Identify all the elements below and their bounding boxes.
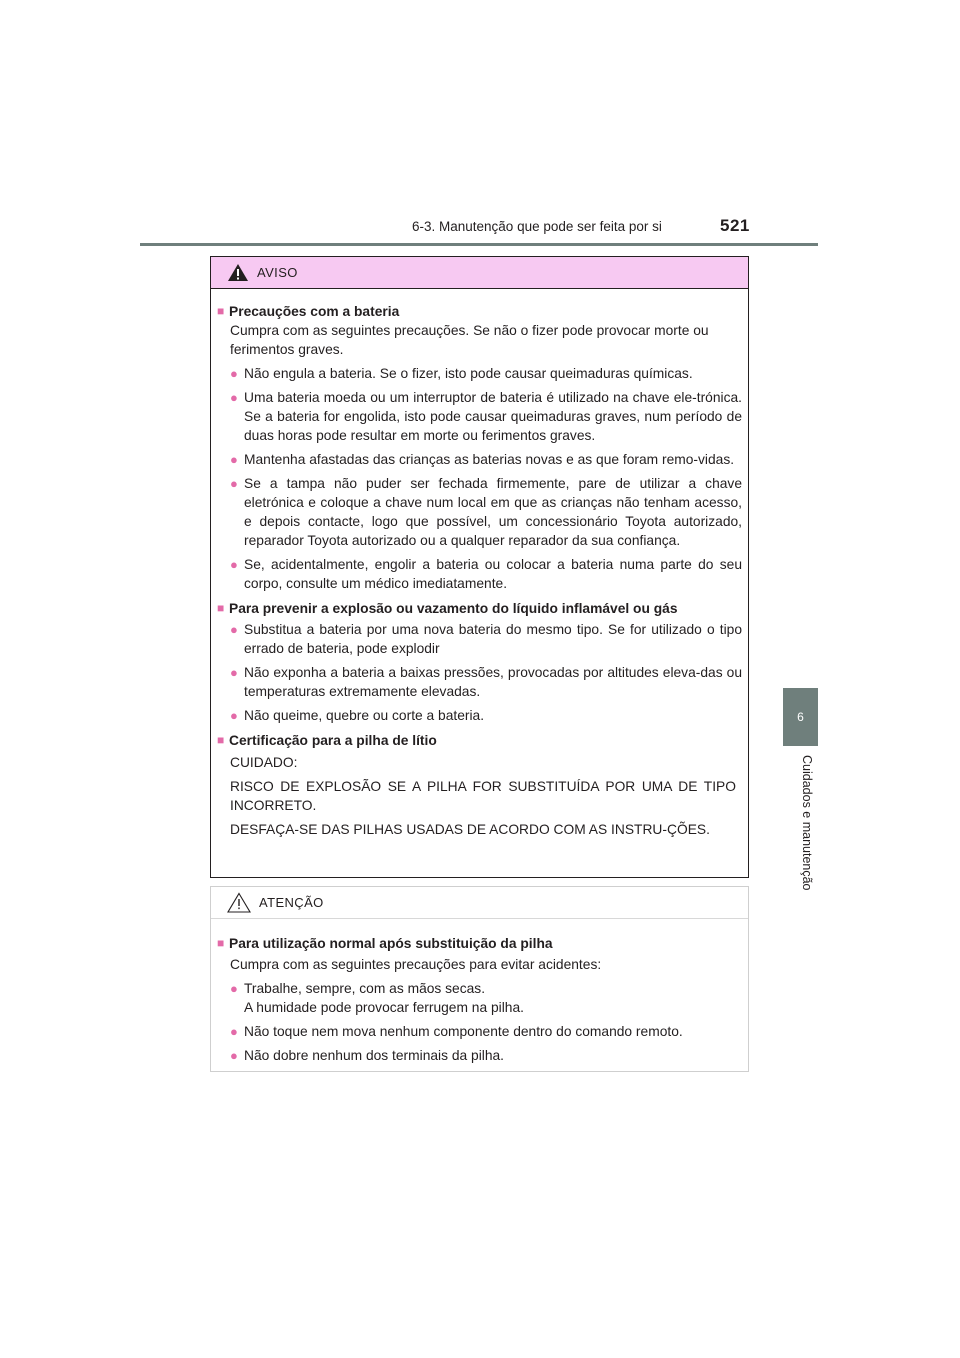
caution-box-title: ATENÇÃO	[259, 895, 324, 910]
intro-text: Cumpra com as seguintes precauções para evitar acidentes:	[230, 957, 602, 972]
header-divider	[140, 243, 818, 246]
square-bullet-icon: ■	[217, 304, 225, 318]
item-text: Não exponha a bateria a baixas pressões, provocadas por altitudes eleva-das ou temperaturas extremamente elevadas.	[244, 665, 742, 699]
list-item	[217, 706, 742, 725]
list-item	[217, 663, 742, 701]
certification-text: RISCO DE EXPLOSÃO SE A PILHA FOR SUBSTITUÍDA POR UMA DE TIPO INCORRETO.	[230, 779, 736, 813]
item-text: Uma bateria moeda ou um interruptor de bateria é utilizado na chave ele-trónica. Se a bateria for engolida, isto pode causar queimaduras graves, num período de duas horas pode resultar em morte ou ferimentos graves.	[244, 390, 742, 443]
dot-bullet-icon: ●	[230, 390, 238, 405]
list-item	[217, 1022, 742, 1041]
dot-bullet-icon: ●	[230, 366, 238, 381]
dot-bullet-icon: ●	[230, 708, 238, 723]
warning-box-title: AVISO	[257, 265, 298, 280]
section-heading	[217, 731, 742, 750]
dot-bullet-icon: ●	[230, 981, 238, 996]
section-heading	[217, 599, 742, 618]
list-item	[217, 474, 742, 550]
dot-bullet-icon: ●	[230, 665, 238, 680]
dot-bullet-icon: ●	[230, 452, 238, 467]
item-text: Não queime, quebre ou corte a bateria.	[244, 708, 485, 723]
list-item	[217, 388, 742, 445]
list-item	[217, 364, 742, 383]
warning-triangle-icon	[227, 263, 249, 282]
list-item	[217, 450, 742, 469]
caution-triangle-icon	[227, 892, 251, 913]
list-item	[217, 979, 742, 1017]
item-text: Se, acidentalmente, engolir a bateria ou colocar a bateria numa parte do seu corpo, consulte um médico imediatamente.	[244, 557, 742, 591]
item-line: Trabalhe, sempre, com as mãos secas.	[244, 981, 486, 996]
dot-bullet-icon: ●	[230, 1048, 238, 1063]
item-text: Não dobre nenhum dos terminais da pilha.	[244, 1048, 504, 1063]
chapter-tab: 6	[783, 688, 818, 746]
item-text: Substitua a bateria por uma nova bateria do mesmo tipo. Se for utilizado o tipo errado de bateria, pode explodir	[244, 622, 742, 656]
caution-label: CUIDADO:	[230, 755, 298, 770]
square-bullet-icon: ■	[217, 936, 225, 950]
item-text: Não toque nem mova nenhum componente dentro do comando remoto.	[244, 1024, 683, 1039]
dot-bullet-icon: ●	[230, 476, 238, 491]
chapter-tab-label: Cuidados e manutenção	[800, 755, 814, 891]
warning-box	[210, 256, 749, 878]
dot-bullet-icon: ●	[230, 557, 238, 572]
item-text: Mantenha afastadas das crianças as baterias novas e as que foram remo-vidas.	[244, 452, 735, 467]
heading-text: Para utilização normal após substituição da pilha	[229, 936, 553, 951]
item-text	[244, 979, 742, 1017]
certification-text: DESFAÇA-SE DAS PILHAS USADAS DE ACORDO COM AS INSTRU-ÇÕES.	[230, 822, 710, 837]
caution-box	[210, 886, 749, 1072]
section-title: 6-3. Manutenção que pode ser feita por si	[412, 219, 662, 234]
caution-box-header	[211, 887, 748, 919]
intro-text: Cumpra com as seguintes precauções. Se não o fizer pode provocar morte ou ferimentos graves.	[230, 323, 709, 357]
square-bullet-icon: ■	[217, 601, 225, 615]
item-line: A humidade pode provocar ferrugem na pilha.	[244, 1000, 524, 1015]
dot-bullet-icon: ●	[230, 1024, 238, 1039]
list-item	[217, 620, 742, 658]
dot-bullet-icon: ●	[230, 622, 238, 637]
list-item	[217, 555, 742, 593]
heading-text: Precauções com a bateria	[229, 304, 400, 319]
square-bullet-icon: ■	[217, 733, 225, 747]
page-number: 521	[720, 216, 750, 235]
heading-text: Certificação para a pilha de lítio	[229, 733, 437, 748]
heading-text: Para prevenir a explosão ou vazamento do líquido inflamável ou gás	[229, 601, 678, 616]
section-heading	[217, 934, 742, 953]
item-text: Não engula a bateria. Se o fizer, isto pode causar queimaduras químicas.	[244, 366, 693, 381]
item-text: Se a tampa não puder ser fechada firmemente, pare de utilizar a chave eletrónica e coloque a chave num local em que as crianças não tenham acesso, e depois contacte, logo que possível, um concessionário Toyota autorizado, reparador Toyota autorizado ou a qualquer reparador da sua confiança.	[244, 476, 742, 548]
warning-box-header	[211, 257, 748, 289]
section-heading	[217, 302, 742, 321]
list-item	[217, 1046, 742, 1065]
